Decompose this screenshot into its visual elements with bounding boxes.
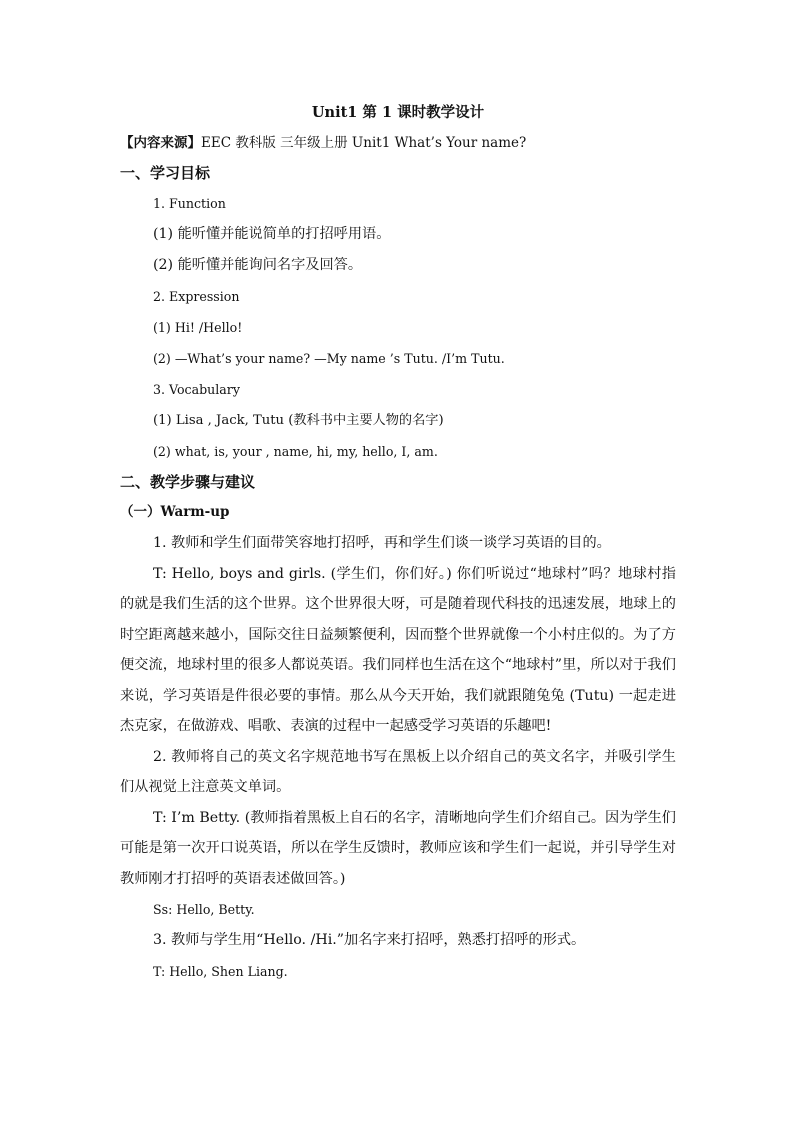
- objective-item: 2. Expression: [153, 289, 240, 304]
- objective-item: (1) Hi! /Hello!: [153, 320, 243, 335]
- objective-item: 1. Function: [153, 196, 226, 211]
- section-heading-objectives: 一、学习目标: [120, 164, 211, 182]
- step-paragraph: T: I’m Betty. (教师指着黑板上自石的名字，清晰地向学生们介绍自己。因为学生们 可能是第一次开口说英语，所以在学生反馈时，教师应该和学生们一起说，并引导学生对教师刚才打招呼的英语表述做回答。): [120, 809, 676, 887]
- objective-item: (1) 能听懂并能说简单的打招呼用语。: [153, 226, 391, 242]
- section-heading-steps: 二、教学步骤与建议: [120, 473, 256, 491]
- dialogue-line: Ss: Hello, Betty.: [153, 902, 255, 917]
- objective-item: 3. Vocabulary: [153, 382, 240, 397]
- objective-item: (1) Lisa , Jack, Tutu (教科书中主要人物的名字): [153, 413, 444, 428]
- step-paragraph: 1. 教师和学生们面带笑容地打招呼，再和学生们谈一谈学习英语的目的。: [153, 535, 611, 551]
- objective-item: (2) 能听懂并能询问名字及回答。: [153, 257, 363, 273]
- sub-heading-warm-up: （一）Warm-up: [120, 504, 230, 520]
- document-body: [120, 100, 676, 987]
- step-paragraph: T: Hello, boys and girls. (学生们，你们好。) 你们听说过“地球村”吗？地球村指的就是我们生活的这个世界。这个世界很大呀，可是随着现代科技的迅速发展，地球上的时空距离越来越小，国际交往日益频繁便利，因而整个世界就像一个小村庄似的。为了方便交流，地球村里的很多人都说英语。我们同样也生活在这个“地球村”里，所以对于我们来说，学习英语是件很必要的事情。那么从今天开始，我们就跟随兔兔 (Tutu) 一起走进杰克家，在做游戏、唱歌、表演的过程中一起感受学习英语的乐趣吧!: [120, 565, 676, 734]
- content-source-label: 【内容来源】: [120, 135, 201, 151]
- objective-item: (2) what, is, your , name, hi, my, hello, I, am.: [153, 444, 438, 459]
- step-paragraph: 3. 教师与学生用“Hello. /Hi.”加名字来打招呼，熟悉打招呼的形式。: [153, 932, 586, 948]
- dialogue-line: T: Hello, Shen Liang.: [153, 964, 288, 979]
- content-source-line: [120, 128, 676, 158]
- step-paragraph: 2. 教师将自己的英文名字规范地书写在黑板上以介绍自己的英文名字，并吸引学生们从视觉上注意英文单词。: [120, 748, 676, 795]
- content-source-text: EEC 教科版 三年级上册 Unit1 What’s Your name?: [201, 135, 527, 151]
- page-title: Unit1 第 1 课时教学设计: [311, 104, 485, 121]
- objective-item: (2) —What’s your name? —My name ’s Tutu. /I’m Tutu.: [153, 351, 505, 366]
